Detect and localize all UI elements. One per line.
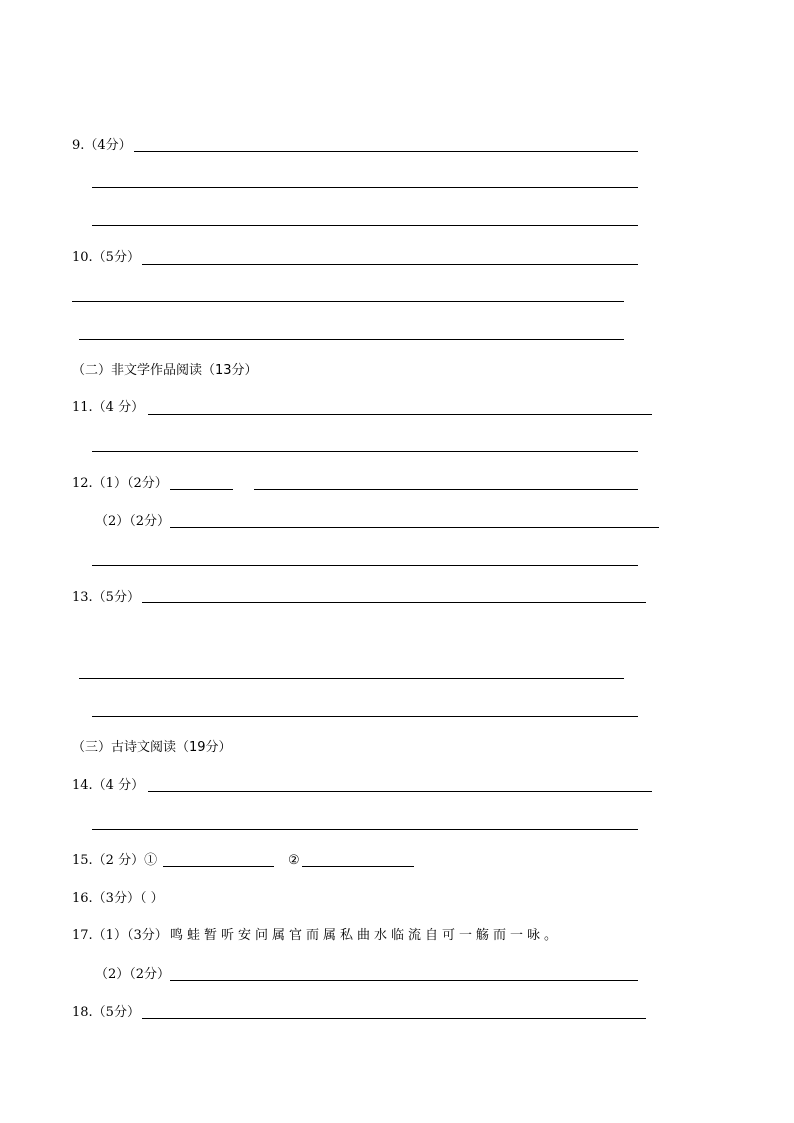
answer-line-18[interactable] <box>142 1018 646 1019</box>
answer-line-13-b[interactable] <box>79 678 624 679</box>
question-17-1-poem: 鸣蛙暂听安问属官而属私曲水临流自可一觞而一咏。 <box>170 928 562 943</box>
answer-line-13-c[interactable] <box>92 716 638 717</box>
answer-line-10-a[interactable] <box>142 264 638 265</box>
question-11-label: 11.（4 分） <box>72 400 145 415</box>
answer-line-9-b[interactable] <box>92 187 638 188</box>
answer-line-14-a[interactable] <box>148 791 652 792</box>
section-3-title: （三）古诗文阅读（19分） <box>72 740 232 755</box>
question-12-2-label: （2）（2分） <box>95 514 171 529</box>
answer-line-15-2[interactable] <box>302 866 414 867</box>
answer-line-17-2[interactable] <box>170 980 638 981</box>
question-18-label: 18.（5分） <box>72 1005 140 1020</box>
question-17-2-label: （2）（2分） <box>95 967 171 982</box>
answer-line-12-1-a[interactable] <box>170 489 233 490</box>
answer-line-11-b[interactable] <box>92 451 638 452</box>
answer-line-9-c[interactable] <box>92 225 638 226</box>
question-15-mark-2: ② <box>288 853 300 868</box>
question-13-label: 13.（5分） <box>72 590 140 605</box>
section-2-title: （二）非文学作品阅读（13分） <box>72 363 258 378</box>
question-10-label: 10.（5分） <box>72 250 140 265</box>
question-17-1-label: 17.（1）（3分） <box>72 928 168 943</box>
question-9-label: 9.（4分） <box>72 138 132 153</box>
question-12-1-label: 12.（1）（2分） <box>72 476 168 491</box>
question-16-label: 16.（3分）（ ） <box>72 891 164 906</box>
answer-line-10-b[interactable] <box>72 301 624 302</box>
answer-line-12-2-a[interactable] <box>170 527 659 528</box>
answer-line-12-2-b[interactable] <box>92 565 638 566</box>
answer-line-14-b[interactable] <box>92 829 638 830</box>
answer-line-10-c[interactable] <box>79 339 624 340</box>
question-15-label: 15.（2 分）① <box>72 853 158 868</box>
answer-line-9-a[interactable] <box>134 151 638 152</box>
answer-line-15-1[interactable] <box>163 866 274 867</box>
answer-line-12-1-b[interactable] <box>254 489 638 490</box>
question-14-label: 14.（4 分） <box>72 778 145 793</box>
answer-line-13-a[interactable] <box>142 602 646 603</box>
answer-line-11-a[interactable] <box>148 414 652 415</box>
